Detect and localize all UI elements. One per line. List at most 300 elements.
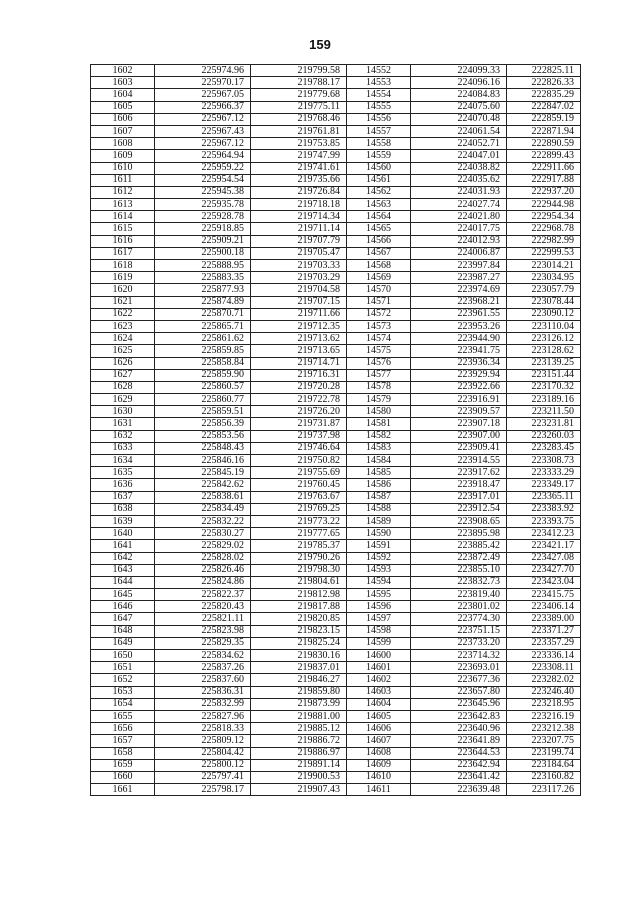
x-coordinate-left-cell: 225877.93 <box>155 284 251 296</box>
y-coordinate-left-cell: 219788.17 <box>251 77 347 89</box>
point-number-right-cell: 14569 <box>347 272 411 284</box>
table-row <box>91 735 581 747</box>
y-coordinate-right-cell: 223218.95 <box>507 698 581 710</box>
table-row <box>91 138 581 150</box>
x-coordinate-left-cell: 225845.19 <box>155 467 251 479</box>
y-coordinate-right-cell: 222999.53 <box>507 247 581 259</box>
point-number-right-cell: 14579 <box>347 394 411 406</box>
y-coordinate-left-cell: 219886.97 <box>251 747 347 759</box>
x-coordinate-left-cell: 225846.16 <box>155 455 251 467</box>
point-number-right-cell: 14553 <box>347 77 411 89</box>
y-coordinate-right-cell: 223389.00 <box>507 613 581 625</box>
y-coordinate-right-cell: 222890.59 <box>507 138 581 150</box>
table-row <box>91 113 581 125</box>
point-number-right-cell: 14559 <box>347 150 411 162</box>
x-coordinate-left-cell: 225967.43 <box>155 125 251 137</box>
point-number-right-cell: 14578 <box>347 381 411 393</box>
y-coordinate-left-cell: 219704.58 <box>251 284 347 296</box>
point-number-left-cell: 1660 <box>91 771 155 783</box>
point-number-right-cell: 14581 <box>347 418 411 430</box>
table-row <box>91 333 581 345</box>
y-coordinate-right-cell: 223308.73 <box>507 455 581 467</box>
point-number-left-cell: 1623 <box>91 320 155 332</box>
x-coordinate-right-cell: 224047.01 <box>411 150 507 162</box>
y-coordinate-left-cell: 219769.25 <box>251 503 347 515</box>
x-coordinate-left-cell: 225859.51 <box>155 406 251 418</box>
x-coordinate-right-cell: 224096.16 <box>411 77 507 89</box>
table-row <box>91 296 581 308</box>
x-coordinate-left-cell: 225883.35 <box>155 272 251 284</box>
y-coordinate-right-cell: 223260.03 <box>507 430 581 442</box>
x-coordinate-right-cell: 224052.71 <box>411 138 507 150</box>
y-coordinate-left-cell: 219891.14 <box>251 759 347 771</box>
x-coordinate-right-cell: 224084.83 <box>411 89 507 101</box>
table-row <box>91 686 581 698</box>
table-row <box>91 491 581 503</box>
y-coordinate-left-cell: 219737.98 <box>251 430 347 442</box>
table-row <box>91 674 581 686</box>
table-row <box>91 308 581 320</box>
x-coordinate-right-cell: 223953.26 <box>411 320 507 332</box>
table-row <box>91 357 581 369</box>
y-coordinate-left-cell: 219711.14 <box>251 223 347 235</box>
y-coordinate-right-cell: 223189.16 <box>507 394 581 406</box>
y-coordinate-right-cell: 223427.08 <box>507 552 581 564</box>
y-coordinate-left-cell: 219703.29 <box>251 272 347 284</box>
table-row <box>91 211 581 223</box>
y-coordinate-left-cell: 219705.47 <box>251 247 347 259</box>
point-number-right-cell: 14588 <box>347 503 411 515</box>
table-row <box>91 260 581 272</box>
y-coordinate-right-cell: 223406.14 <box>507 601 581 613</box>
x-coordinate-right-cell: 223641.89 <box>411 735 507 747</box>
y-coordinate-right-cell: 223211.50 <box>507 406 581 418</box>
point-number-left-cell: 1635 <box>91 467 155 479</box>
x-coordinate-left-cell: 225918.85 <box>155 223 251 235</box>
point-number-right-cell: 14597 <box>347 613 411 625</box>
point-number-right-cell: 14599 <box>347 637 411 649</box>
x-coordinate-right-cell: 223885.42 <box>411 540 507 552</box>
point-number-right-cell: 14565 <box>347 223 411 235</box>
table-row <box>91 710 581 722</box>
x-coordinate-right-cell: 223855.10 <box>411 564 507 576</box>
x-coordinate-right-cell: 223907.00 <box>411 430 507 442</box>
point-number-right-cell: 14611 <box>347 784 411 796</box>
point-number-right-cell: 14552 <box>347 65 411 77</box>
x-coordinate-left-cell: 225836.31 <box>155 686 251 698</box>
table-row <box>91 771 581 783</box>
point-number-left-cell: 1650 <box>91 650 155 662</box>
table-row <box>91 430 581 442</box>
table-row <box>91 369 581 381</box>
x-coordinate-left-cell: 225909.21 <box>155 235 251 247</box>
y-coordinate-left-cell: 219726.84 <box>251 186 347 198</box>
x-coordinate-right-cell: 223974.69 <box>411 284 507 296</box>
point-number-left-cell: 1655 <box>91 710 155 722</box>
point-number-left-cell: 1612 <box>91 186 155 198</box>
point-number-left-cell: 1642 <box>91 552 155 564</box>
y-coordinate-left-cell: 219763.67 <box>251 491 347 503</box>
table-row <box>91 601 581 613</box>
point-number-right-cell: 14582 <box>347 430 411 442</box>
x-coordinate-right-cell: 223801.02 <box>411 601 507 613</box>
x-coordinate-left-cell: 225820.43 <box>155 601 251 613</box>
point-number-right-cell: 14608 <box>347 747 411 759</box>
point-number-right-cell: 14604 <box>347 698 411 710</box>
coordinates-table <box>90 64 581 796</box>
y-coordinate-right-cell: 222982.99 <box>507 235 581 247</box>
point-number-left-cell: 1607 <box>91 125 155 137</box>
point-number-left-cell: 1602 <box>91 65 155 77</box>
y-coordinate-right-cell: 223216.19 <box>507 710 581 722</box>
point-number-right-cell: 14575 <box>347 345 411 357</box>
table-row <box>91 89 581 101</box>
x-coordinate-left-cell: 225829.02 <box>155 540 251 552</box>
point-number-right-cell: 14576 <box>347 357 411 369</box>
y-coordinate-left-cell: 219817.88 <box>251 601 347 613</box>
y-coordinate-left-cell: 219750.82 <box>251 455 347 467</box>
table-row <box>91 394 581 406</box>
y-coordinate-left-cell: 219773.22 <box>251 515 347 527</box>
point-number-right-cell: 14560 <box>347 162 411 174</box>
point-number-left-cell: 1625 <box>91 345 155 357</box>
table-row <box>91 406 581 418</box>
point-number-right-cell: 14601 <box>347 662 411 674</box>
point-number-right-cell: 14564 <box>347 211 411 223</box>
x-coordinate-left-cell: 225818.33 <box>155 723 251 735</box>
point-number-left-cell: 1624 <box>91 333 155 345</box>
x-coordinate-right-cell: 223997.84 <box>411 260 507 272</box>
point-number-left-cell: 1617 <box>91 247 155 259</box>
y-coordinate-right-cell: 222899.43 <box>507 150 581 162</box>
y-coordinate-left-cell: 219785.37 <box>251 540 347 552</box>
x-coordinate-right-cell: 223941.75 <box>411 345 507 357</box>
table-row <box>91 515 581 527</box>
y-coordinate-right-cell: 223078.44 <box>507 296 581 308</box>
x-coordinate-left-cell: 225823.98 <box>155 625 251 637</box>
point-number-right-cell: 14591 <box>347 540 411 552</box>
x-coordinate-left-cell: 225832.22 <box>155 515 251 527</box>
x-coordinate-right-cell: 223912.54 <box>411 503 507 515</box>
y-coordinate-right-cell: 223412.23 <box>507 528 581 540</box>
y-coordinate-right-cell: 223117.26 <box>507 784 581 796</box>
y-coordinate-right-cell: 223212.38 <box>507 723 581 735</box>
point-number-right-cell: 14609 <box>347 759 411 771</box>
point-number-left-cell: 1645 <box>91 589 155 601</box>
y-coordinate-left-cell: 219777.65 <box>251 528 347 540</box>
point-number-right-cell: 14570 <box>347 284 411 296</box>
y-coordinate-left-cell: 219775.11 <box>251 101 347 113</box>
table-row <box>91 540 581 552</box>
y-coordinate-right-cell: 223421.17 <box>507 540 581 552</box>
y-coordinate-left-cell: 219846.27 <box>251 674 347 686</box>
x-coordinate-right-cell: 223987.27 <box>411 272 507 284</box>
x-coordinate-left-cell: 225834.49 <box>155 503 251 515</box>
y-coordinate-right-cell: 223184.64 <box>507 759 581 771</box>
table-row <box>91 247 581 259</box>
y-coordinate-right-cell: 222911.66 <box>507 162 581 174</box>
x-coordinate-left-cell: 225967.12 <box>155 113 251 125</box>
point-number-right-cell: 14558 <box>347 138 411 150</box>
table-row <box>91 272 581 284</box>
x-coordinate-left-cell: 225834.62 <box>155 650 251 662</box>
y-coordinate-left-cell: 219886.72 <box>251 735 347 747</box>
point-number-right-cell: 14574 <box>347 333 411 345</box>
point-number-left-cell: 1630 <box>91 406 155 418</box>
x-coordinate-left-cell: 225800.12 <box>155 759 251 771</box>
x-coordinate-right-cell: 224006.87 <box>411 247 507 259</box>
x-coordinate-right-cell: 223895.98 <box>411 528 507 540</box>
x-coordinate-right-cell: 223677.36 <box>411 674 507 686</box>
x-coordinate-left-cell: 225829.35 <box>155 637 251 649</box>
x-coordinate-left-cell: 225824.86 <box>155 576 251 588</box>
x-coordinate-right-cell: 223936.34 <box>411 357 507 369</box>
table-row <box>91 528 581 540</box>
point-number-left-cell: 1608 <box>91 138 155 150</box>
point-number-right-cell: 14586 <box>347 479 411 491</box>
x-coordinate-right-cell: 224031.93 <box>411 186 507 198</box>
x-coordinate-right-cell: 223641.42 <box>411 771 507 783</box>
table-row <box>91 650 581 662</box>
y-coordinate-right-cell: 223282.02 <box>507 674 581 686</box>
y-coordinate-right-cell: 222847.02 <box>507 101 581 113</box>
y-coordinate-right-cell: 223207.75 <box>507 735 581 747</box>
table-row <box>91 199 581 211</box>
point-number-right-cell: 14584 <box>347 455 411 467</box>
point-number-left-cell: 1661 <box>91 784 155 796</box>
table-row <box>91 174 581 186</box>
x-coordinate-left-cell: 225900.18 <box>155 247 251 259</box>
point-number-right-cell: 14571 <box>347 296 411 308</box>
table-row <box>91 662 581 674</box>
x-coordinate-left-cell: 225842.62 <box>155 479 251 491</box>
table-row <box>91 613 581 625</box>
y-coordinate-left-cell: 219755.69 <box>251 467 347 479</box>
y-coordinate-left-cell: 219830.16 <box>251 650 347 662</box>
y-coordinate-right-cell: 223371.27 <box>507 625 581 637</box>
x-coordinate-left-cell: 225945.38 <box>155 186 251 198</box>
point-number-left-cell: 1639 <box>91 515 155 527</box>
point-number-left-cell: 1636 <box>91 479 155 491</box>
y-coordinate-right-cell: 223126.12 <box>507 333 581 345</box>
y-coordinate-left-cell: 219714.71 <box>251 357 347 369</box>
y-coordinate-right-cell: 222859.19 <box>507 113 581 125</box>
point-number-right-cell: 14554 <box>347 89 411 101</box>
x-coordinate-left-cell: 225809.12 <box>155 735 251 747</box>
y-coordinate-right-cell: 223151.44 <box>507 369 581 381</box>
x-coordinate-left-cell: 225858.84 <box>155 357 251 369</box>
y-coordinate-right-cell: 222944.98 <box>507 199 581 211</box>
x-coordinate-right-cell: 223693.01 <box>411 662 507 674</box>
x-coordinate-left-cell: 225861.62 <box>155 333 251 345</box>
point-number-right-cell: 14568 <box>347 260 411 272</box>
x-coordinate-left-cell: 225860.77 <box>155 394 251 406</box>
point-number-left-cell: 1610 <box>91 162 155 174</box>
point-number-left-cell: 1627 <box>91 369 155 381</box>
point-number-right-cell: 14566 <box>347 235 411 247</box>
point-number-right-cell: 14605 <box>347 710 411 722</box>
point-number-right-cell: 14596 <box>347 601 411 613</box>
x-coordinate-right-cell: 223968.21 <box>411 296 507 308</box>
y-coordinate-left-cell: 219837.01 <box>251 662 347 674</box>
y-coordinate-left-cell: 219760.45 <box>251 479 347 491</box>
x-coordinate-left-cell: 225822.37 <box>155 589 251 601</box>
table-row <box>91 637 581 649</box>
point-number-left-cell: 1657 <box>91 735 155 747</box>
point-number-right-cell: 14610 <box>347 771 411 783</box>
y-coordinate-right-cell: 222937.20 <box>507 186 581 198</box>
y-coordinate-left-cell: 219716.31 <box>251 369 347 381</box>
x-coordinate-right-cell: 223929.94 <box>411 369 507 381</box>
y-coordinate-right-cell: 223170.32 <box>507 381 581 393</box>
x-coordinate-left-cell: 225853.56 <box>155 430 251 442</box>
x-coordinate-left-cell: 225967.05 <box>155 89 251 101</box>
point-number-right-cell: 14598 <box>347 625 411 637</box>
point-number-right-cell: 14587 <box>347 491 411 503</box>
y-coordinate-left-cell: 219746.64 <box>251 442 347 454</box>
x-coordinate-left-cell: 225865.71 <box>155 320 251 332</box>
x-coordinate-right-cell: 223944.90 <box>411 333 507 345</box>
x-coordinate-left-cell: 225959.22 <box>155 162 251 174</box>
point-number-right-cell: 14563 <box>347 199 411 211</box>
point-number-right-cell: 14602 <box>347 674 411 686</box>
point-number-right-cell: 14556 <box>347 113 411 125</box>
table-row <box>91 235 581 247</box>
x-coordinate-right-cell: 223642.94 <box>411 759 507 771</box>
y-coordinate-left-cell: 219798.30 <box>251 564 347 576</box>
point-number-left-cell: 1646 <box>91 601 155 613</box>
y-coordinate-left-cell: 219741.61 <box>251 162 347 174</box>
table-row <box>91 223 581 235</box>
y-coordinate-right-cell: 223336.14 <box>507 650 581 662</box>
x-coordinate-right-cell: 224035.62 <box>411 174 507 186</box>
table-row <box>91 442 581 454</box>
y-coordinate-right-cell: 223110.04 <box>507 320 581 332</box>
x-coordinate-left-cell: 225966.37 <box>155 101 251 113</box>
point-number-left-cell: 1616 <box>91 235 155 247</box>
x-coordinate-right-cell: 223872.49 <box>411 552 507 564</box>
point-number-left-cell: 1631 <box>91 418 155 430</box>
y-coordinate-right-cell: 222968.78 <box>507 223 581 235</box>
point-number-right-cell: 14580 <box>347 406 411 418</box>
point-number-left-cell: 1638 <box>91 503 155 515</box>
table-row <box>91 162 581 174</box>
y-coordinate-left-cell: 219812.98 <box>251 589 347 601</box>
y-coordinate-left-cell: 219873.99 <box>251 698 347 710</box>
point-number-right-cell: 14557 <box>347 125 411 137</box>
y-coordinate-left-cell: 219804.61 <box>251 576 347 588</box>
y-coordinate-left-cell: 219825.24 <box>251 637 347 649</box>
y-coordinate-left-cell: 219711.66 <box>251 308 347 320</box>
point-number-left-cell: 1604 <box>91 89 155 101</box>
table-row <box>91 625 581 637</box>
y-coordinate-left-cell: 219712.35 <box>251 320 347 332</box>
point-number-left-cell: 1629 <box>91 394 155 406</box>
table-row <box>91 723 581 735</box>
y-coordinate-right-cell: 223427.70 <box>507 564 581 576</box>
y-coordinate-right-cell: 223365.11 <box>507 491 581 503</box>
x-coordinate-right-cell: 223918.47 <box>411 479 507 491</box>
x-coordinate-right-cell: 223640.96 <box>411 723 507 735</box>
y-coordinate-left-cell: 219907.43 <box>251 784 347 796</box>
x-coordinate-right-cell: 223917.62 <box>411 467 507 479</box>
table-row <box>91 101 581 113</box>
point-number-left-cell: 1613 <box>91 199 155 211</box>
x-coordinate-right-cell: 224021.80 <box>411 211 507 223</box>
point-number-left-cell: 1628 <box>91 381 155 393</box>
point-number-right-cell: 14606 <box>347 723 411 735</box>
x-coordinate-right-cell: 223908.65 <box>411 515 507 527</box>
y-coordinate-right-cell: 223231.81 <box>507 418 581 430</box>
x-coordinate-right-cell: 224012.93 <box>411 235 507 247</box>
point-number-right-cell: 14583 <box>347 442 411 454</box>
point-number-left-cell: 1649 <box>91 637 155 649</box>
point-number-right-cell: 14577 <box>347 369 411 381</box>
table-row <box>91 320 581 332</box>
point-number-left-cell: 1652 <box>91 674 155 686</box>
y-coordinate-right-cell: 222871.94 <box>507 125 581 137</box>
y-coordinate-left-cell: 219707.15 <box>251 296 347 308</box>
point-number-left-cell: 1634 <box>91 455 155 467</box>
table-row <box>91 503 581 515</box>
x-coordinate-left-cell: 225827.96 <box>155 710 251 722</box>
x-coordinate-right-cell: 223922.66 <box>411 381 507 393</box>
y-coordinate-left-cell: 219713.65 <box>251 345 347 357</box>
x-coordinate-left-cell: 225860.57 <box>155 381 251 393</box>
table-row <box>91 564 581 576</box>
y-coordinate-right-cell: 223393.75 <box>507 515 581 527</box>
y-coordinate-right-cell: 223199.74 <box>507 747 581 759</box>
x-coordinate-left-cell: 225859.85 <box>155 345 251 357</box>
x-coordinate-right-cell: 223909.41 <box>411 442 507 454</box>
table-row <box>91 418 581 430</box>
table-row <box>91 345 581 357</box>
point-number-left-cell: 1658 <box>91 747 155 759</box>
point-number-left-cell: 1644 <box>91 576 155 588</box>
point-number-left-cell: 1619 <box>91 272 155 284</box>
x-coordinate-left-cell: 225848.43 <box>155 442 251 454</box>
table-row <box>91 467 581 479</box>
point-number-right-cell: 14585 <box>347 467 411 479</box>
point-number-left-cell: 1643 <box>91 564 155 576</box>
x-coordinate-right-cell: 224038.82 <box>411 162 507 174</box>
y-coordinate-right-cell: 223423.04 <box>507 576 581 588</box>
point-number-right-cell: 14593 <box>347 564 411 576</box>
y-coordinate-right-cell: 223308.11 <box>507 662 581 674</box>
table-row <box>91 150 581 162</box>
y-coordinate-left-cell: 219761.81 <box>251 125 347 137</box>
x-coordinate-right-cell: 223644.53 <box>411 747 507 759</box>
y-coordinate-right-cell: 223034.95 <box>507 272 581 284</box>
y-coordinate-left-cell: 219731.87 <box>251 418 347 430</box>
point-number-left-cell: 1640 <box>91 528 155 540</box>
x-coordinate-left-cell: 225826.46 <box>155 564 251 576</box>
point-number-left-cell: 1648 <box>91 625 155 637</box>
x-coordinate-left-cell: 225888.95 <box>155 260 251 272</box>
point-number-left-cell: 1626 <box>91 357 155 369</box>
x-coordinate-left-cell: 225828.02 <box>155 552 251 564</box>
y-coordinate-left-cell: 219720.28 <box>251 381 347 393</box>
point-number-right-cell: 14573 <box>347 320 411 332</box>
point-number-left-cell: 1621 <box>91 296 155 308</box>
x-coordinate-left-cell: 225830.27 <box>155 528 251 540</box>
point-number-right-cell: 14590 <box>347 528 411 540</box>
table-row <box>91 698 581 710</box>
coordinates-table-body <box>91 65 581 796</box>
table-row <box>91 479 581 491</box>
point-number-left-cell: 1647 <box>91 613 155 625</box>
y-coordinate-right-cell: 223383.92 <box>507 503 581 515</box>
